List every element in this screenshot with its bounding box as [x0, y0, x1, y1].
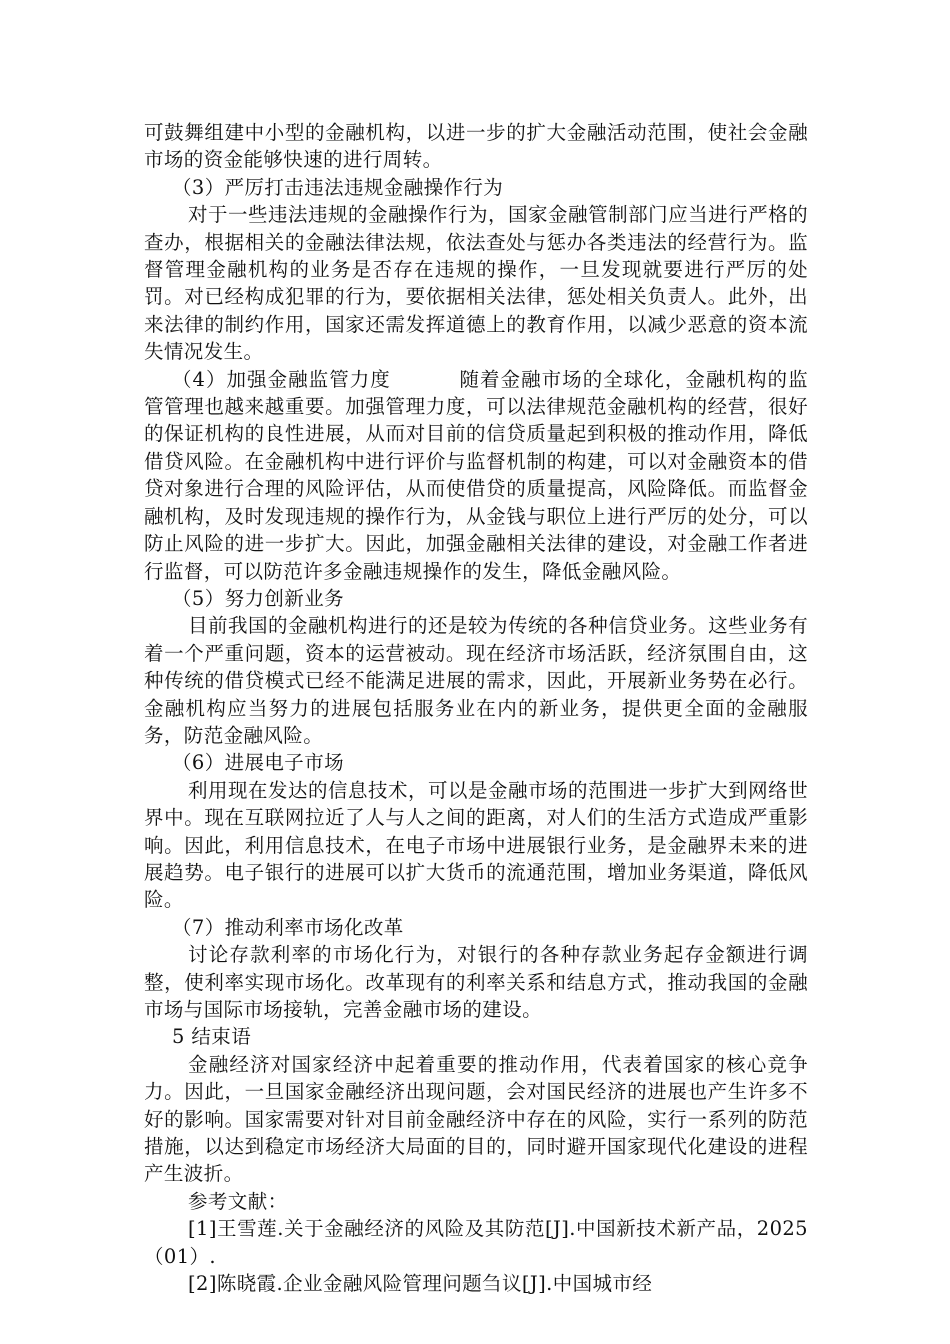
section-body-4: 随着金融市场的全球化，金融机构的监管管理也越来越重要。加强管理力度，可以法律规范金融机构的经营，很好的保证机构的良性进展，从而对目前的信贷质量起到积极的推动作用，降低借贷风险。在金融机构中进行评价与监督机制的构建，可以对金融资本的借贷对象进行合理的风险评估，从而使借贷的质量提高，风险降低。而监督金融机构，及时发现违规的操作行为，从金钱与职位上进行严厉的处分，可以防止风险的进一步扩大。因此，加强金融相关法律的建设，对金融工作者进行监督，可以防范许多金融违规操作的发生，降低金融风险。	[144, 367, 808, 583]
section-body-5: 目前我国的金融机构进行的还是较为传统的各种信贷业务。这些业务有着一个严重问题，资本的运营被动。现在经济市场活跃，经济氛围自由，这种传统的借贷模式已经不能满足进展的需求，因此，开展新业务势在必行。金融机构应当努力的进展包括服务业在内的新业务，提供更全面的金融服务，防范金融风险。	[144, 614, 808, 747]
section-heading-6: （6）进展电子市场	[172, 751, 345, 775]
conclusion-body: 金融经济对国家经济中起着重要的推动作用，代表着国家的核心竞争力。因此，一旦国家金融经济出现问题，会对国民经济的进展也产生许多不好的影响。国家需要对针对目前金融经济中存在的风险，实行一系列的防范措施，以达到稳定市场经济大局面的目的，同时避开国家现代化建设的进程产生波折。	[144, 1052, 808, 1186]
references-heading: 参考文献：	[188, 1189, 288, 1213]
section-4-paragraph	[144, 366, 808, 585]
intro-paragraph: 可鼓舞组建中小型的金融机构，以进一步的扩大金融活动范围，使社会金融市场的资金能够快速的进行周转。	[144, 121, 808, 172]
reference-item-1: [1]王雪莲.关于金融经济的风险及其防范[J].中国新技术新产品，2025（01）.	[144, 1217, 808, 1268]
reference-item-2: [2]陈晓霞.企业金融风险管理问题刍议[J].中国城市经	[188, 1272, 653, 1296]
section-heading-5: （5）努力创新业务	[172, 586, 345, 610]
section-heading-4: （4）加强金融监管力度	[172, 367, 391, 391]
section-heading-3: （3）严厉打击违法违规金融操作行为	[172, 175, 504, 199]
section-body-6: 利用现在发达的信息技术，可以是金融市场的范围进一步扩大到网络世界中。现在互联网拉近了人与人之间的距离，对人们的生活方式造成严重影响。因此，利用信息技术，在电子市场中进展银行业务，是金融界未来的进展趋势。电子银行的进展可以扩大货币的流通范围，增加业务渠道，降低风险。	[144, 778, 808, 912]
section-body-7: 讨论存款利率的市场化行为，对银行的各种存款业务起存金额进行调整，使利率实现市场化。改革现有的利率关系和结息方式，推动我国的金融市场与国际市场接轨，完善金融市场的建设。	[144, 943, 808, 1021]
section-body-3: 对于一些违法违规的金融操作行为，国家金融管制部门应当进行严格的查办，根据相关的金融法律法规，依法查处与惩办各类违法的经营行为。监督管理金融机构的业务是否存在违规的操作，一旦发现就要进行严厉的处罚。对已经构成犯罪的行为，要依据相关法律，惩处相关负责人。此外，出来法律的制约作用，国家还需发挥道德上的教育作用，以减少恶意的资本流失情况发生。	[144, 203, 808, 364]
conclusion-heading: 5 结束语	[172, 1025, 252, 1049]
section-heading-7: （7）推动利率市场化改革	[172, 915, 404, 939]
document-page	[144, 119, 808, 1297]
